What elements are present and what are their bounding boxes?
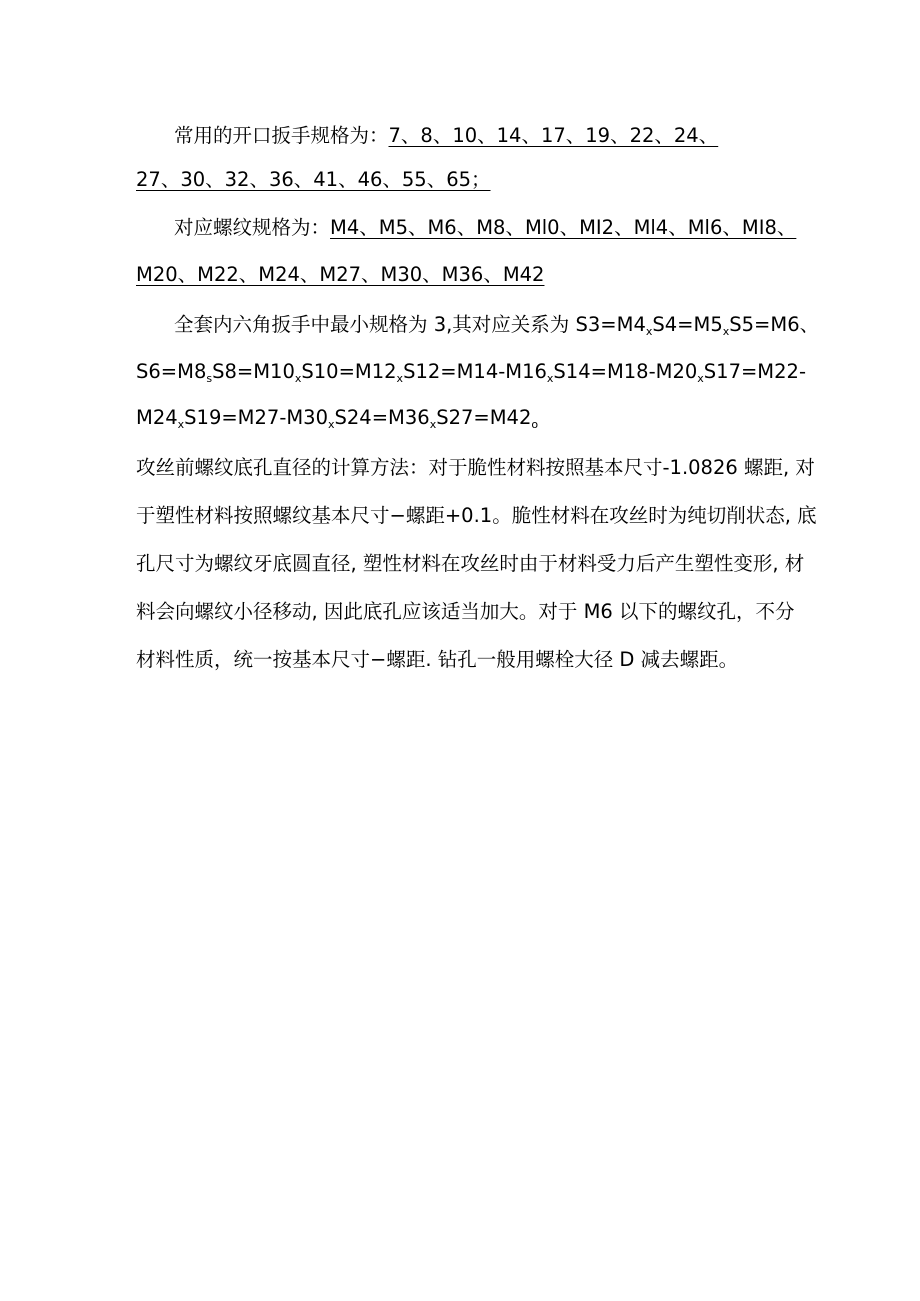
para2-values-line2: M20、M22、M24、M27、M30、M36、M42: [136, 263, 545, 286]
para3-line1-text: 全套内六角扳手中最小规格为 3,其对应关系为 S3=M4: [174, 313, 646, 336]
para3-line1: [174, 312, 819, 338]
para1-prefix: 常用的开口扳手规格为：: [174, 124, 389, 147]
para3-line2-seg: S10=M12: [301, 360, 397, 383]
subscript-x: x: [294, 372, 302, 385]
subscript-s: s: [206, 372, 213, 385]
para2-line1: [174, 215, 796, 241]
para4-line5: 材料性质，统一按基本尺寸−螺距. 钻孔一般用螺栓大径 D 减去螺距。: [136, 648, 739, 671]
para3-line3: [136, 405, 538, 431]
para4-line4: 料会向螺纹小径移动, 因此底孔应该适当加大。对于 M6 以下的螺纹孔，不分: [136, 600, 795, 623]
para3-line3-seg: S19=M27-M30: [184, 406, 328, 429]
subscript-x: x: [328, 418, 335, 431]
para3-line1-tail-a: S4=M5: [652, 313, 723, 336]
para1-line1: [174, 123, 718, 149]
subscript-o: o: [531, 418, 539, 431]
para2-line2: [136, 262, 544, 288]
para3-line2: [136, 359, 806, 385]
subscript-x: x: [396, 372, 404, 385]
para3-line2-seg: S8=M10: [212, 360, 295, 383]
subscript-x: x: [177, 418, 185, 431]
subscript-x: x: [546, 372, 554, 385]
para3-line1-tail-b: S5=M6、: [729, 313, 820, 336]
subscript-x: x: [697, 372, 704, 385]
para1-values-line2: 27、30、32、36、41、46、55、65；: [136, 168, 491, 191]
para2-prefix: 对应螺纹规格为：: [174, 216, 331, 239]
para3-line3-seg: M24: [136, 406, 178, 429]
para4-line3: 孔尺寸为螺纹牙底圆直径, 塑性材料在攻丝时由于材料受力后产生塑性变形, 材: [136, 552, 805, 575]
para1-line2: [136, 167, 491, 193]
para1-values-line1: 7、8、10、14、17、19、22、24、: [388, 124, 719, 147]
para3-line2-seg: S14=M18-M20: [553, 360, 698, 383]
para4-line2: 于塑性材料按照螺纹基本尺寸−螺距+0.1。脆性材料在攻丝时为纯切削状态, 底: [136, 504, 817, 527]
para3-line2-seg: S6=M8: [136, 360, 207, 383]
para3-line2-seg: S17=M22-: [703, 360, 806, 383]
para3-line3-seg: S27=M42: [436, 406, 532, 429]
para3-line2-seg: S12=M14-M16: [403, 360, 547, 383]
subscript-x: x: [429, 418, 437, 431]
subscript-x: x: [645, 325, 653, 338]
para4-line1: 攻丝前螺纹底孔直径的计算方法：对于脆性材料按照基本尺寸-1.0826 螺距, 对: [136, 456, 815, 479]
subscript-x: x: [722, 325, 730, 338]
para2-values-line1: M4、M5、M6、M8、Ml0、MI2、Ml4、Ml6、MI8、: [330, 216, 797, 239]
para3-line3-seg: S24=M36: [334, 406, 430, 429]
